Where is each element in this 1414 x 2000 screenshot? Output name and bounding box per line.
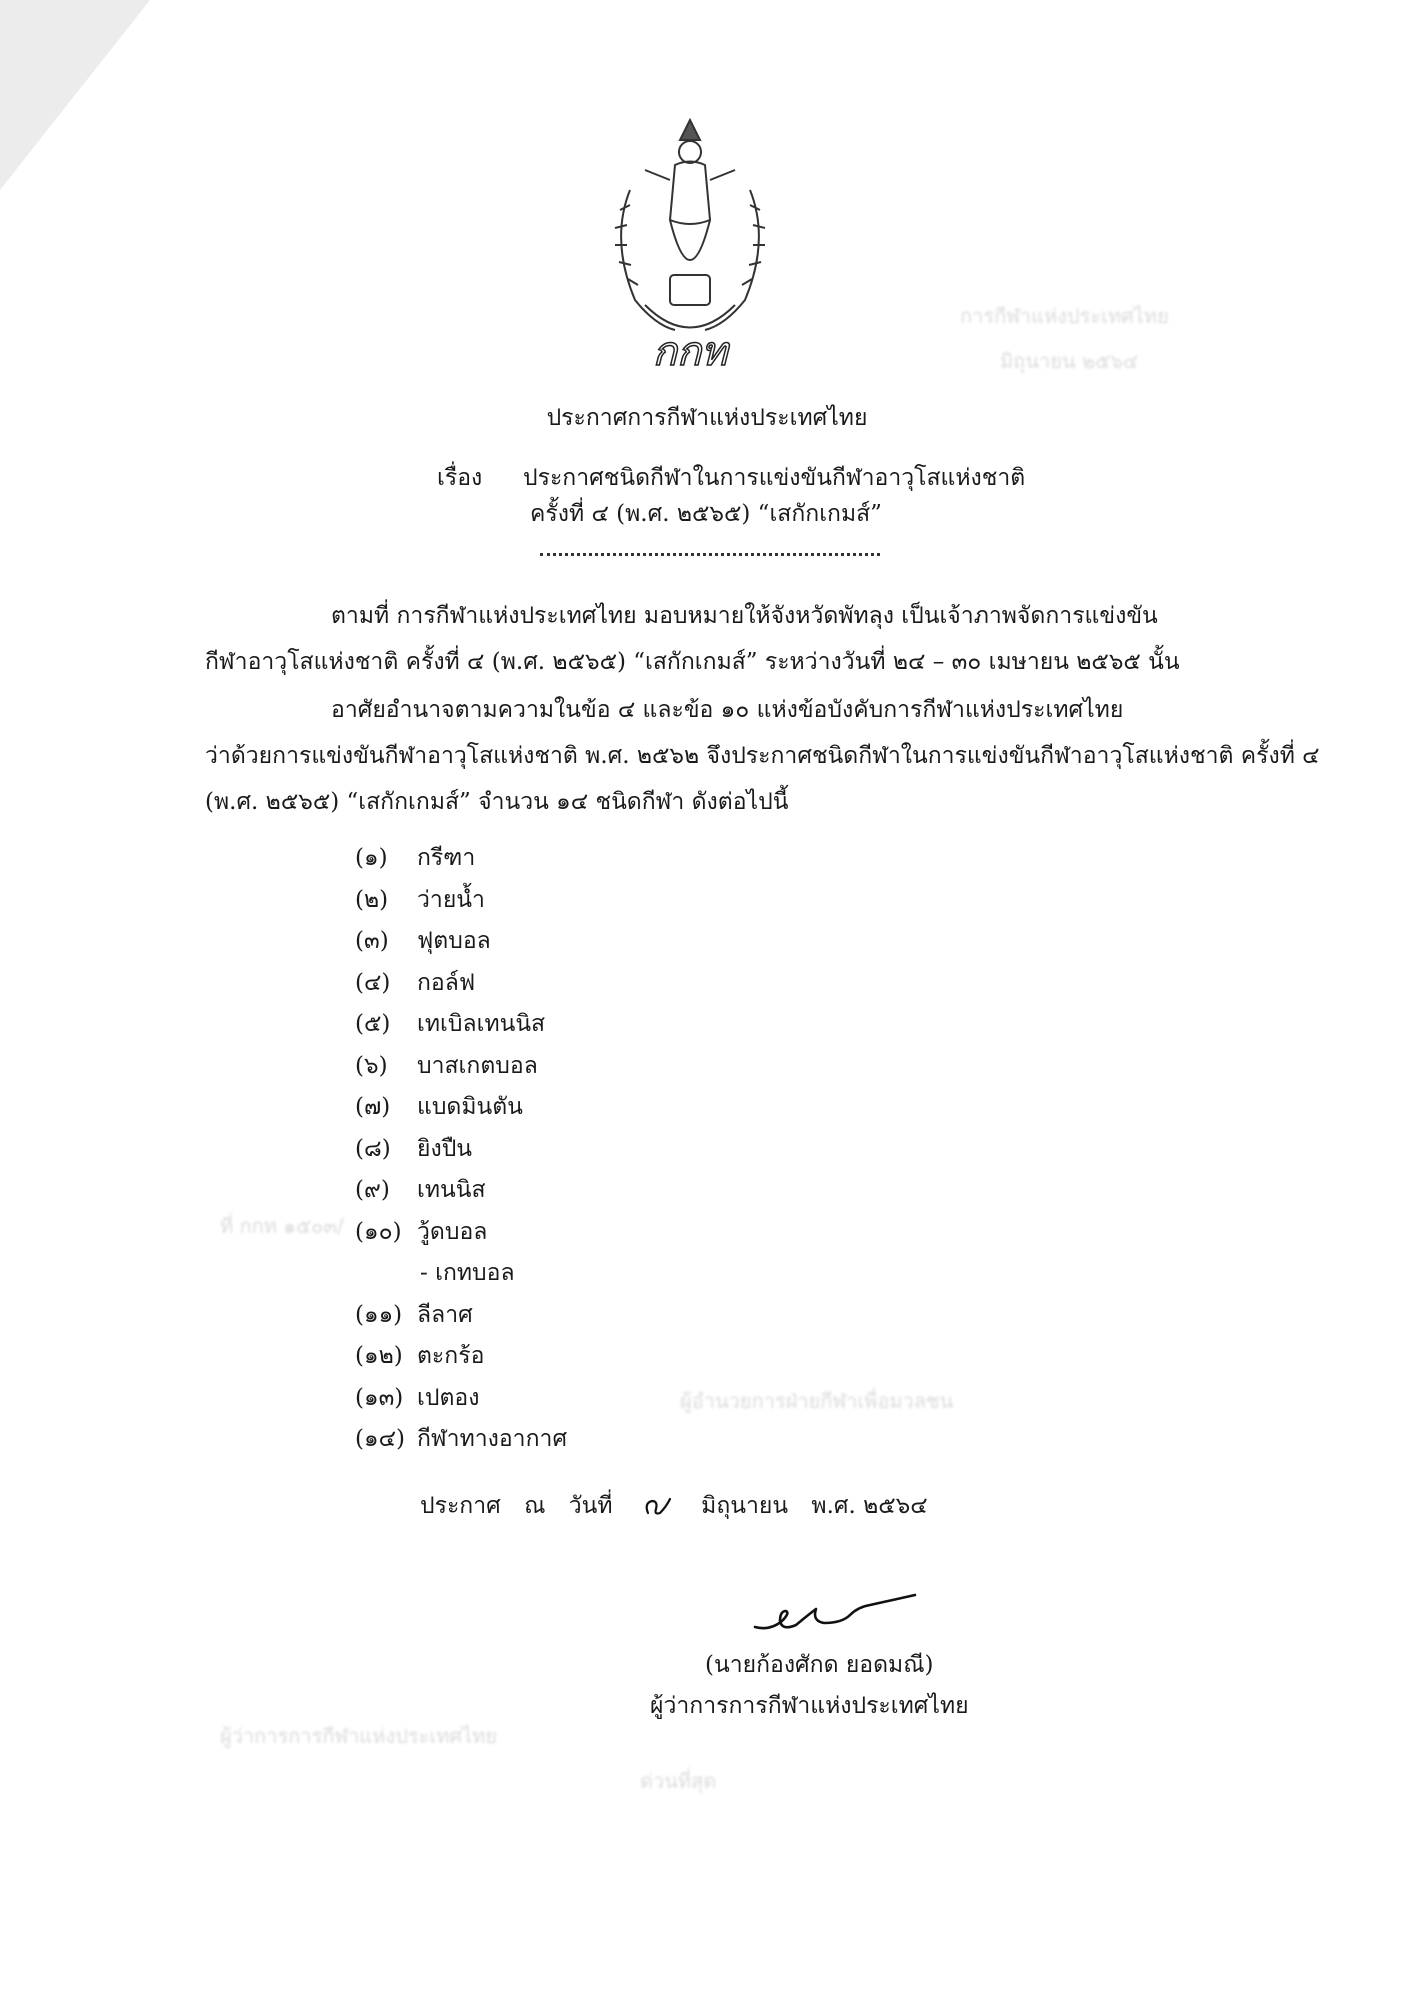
dotted-divider	[540, 553, 880, 556]
show-through-text: การกีฬาแห่งประเทศไทย	[960, 304, 1169, 328]
svg-text:๙: ๙	[635, 1495, 637, 1496]
emblem-logo-text: กกท	[652, 329, 728, 370]
paper-fold-shadow	[0, 0, 150, 190]
paragraph-1-line-2: กีฬาอาวุโสแห่งชาติ ครั้งที่ ๔ (พ.ศ. ๒๕๖๕) “เสกักเกมส์” ระหว่างวันที่ ๒๔ – ๓๐ เมษายน ๒๕๖๕ นั้น	[205, 649, 1180, 675]
announced-word: ประกาศ	[420, 1493, 501, 1519]
announcement-heading: ประกาศการกีฬาแห่งประเทศไทย	[546, 405, 868, 431]
list-item: (๑) กรีฑา	[355, 845, 476, 871]
subject-line-2: ครั้งที่ ๔ (พ.ศ. ๒๕๖๕) “เสกักเกมส์”	[530, 501, 882, 527]
paragraph-1-line-1: ตามที่ การกีฬาแห่งประเทศไทย มอบหมายให้จังหวัดพัทลุง เป็นเจ้าภาพจัดการแข่งขัน	[331, 603, 1158, 629]
list-item: (๑๓) เปตอง	[355, 1384, 480, 1411]
paragraph-2-line-3: (พ.ศ. ๒๕๖๕) “เสกักเกมส์” จำนวน ๑๔ ชนิดกีฬา ดังต่อไปนี้	[205, 789, 789, 815]
month-word: มิถุนายน	[701, 1493, 789, 1519]
list-item: (๔) กอล์ฟ	[355, 969, 476, 996]
paragraph-2	[205, 687, 1320, 825]
list-item: (๖) บาสเกตบอล	[355, 1052, 538, 1079]
subject-label: เรื่อง	[437, 465, 483, 491]
show-through-text: ที่ กกท ๑๕๐๓/	[220, 1214, 344, 1238]
signer-position: ผู้ว่าการการกีฬาแห่งประเทศไทย	[650, 1693, 969, 1719]
show-through-text: ด่วนที่สุด	[640, 1769, 717, 1793]
list-sub-item: - เกทบอล	[420, 1260, 515, 1286]
handwritten-day-icon	[636, 1495, 694, 1519]
list-item: (๙) เทนนิส	[355, 1177, 486, 1203]
list-item: (๑๔) กีฬาทางอากาศ	[355, 1426, 568, 1452]
show-through-text: ผู้อำนวยการฝ่ายกีฬาเพื่อมวลชน	[680, 1389, 954, 1413]
signer-name: (นายก้องศักด ยอดมณี)	[705, 1652, 934, 1678]
sports-list	[355, 840, 567, 1463]
subject-line-1: ประกาศชนิดกีฬาในการแข่งขันกีฬาอาวุโสแห่งชาติ	[523, 465, 1026, 491]
at-word: ณ	[524, 1493, 546, 1519]
signature-icon	[750, 1585, 920, 1645]
show-through-text: มิถุนายน ๒๕๖๔	[1000, 349, 1139, 373]
paragraph-1	[205, 593, 1235, 685]
list-item: (๒) ว่ายน้ำ	[355, 886, 485, 913]
list-item: (๘) ยิงปืน	[355, 1135, 473, 1162]
list-item: (๑๐) วู้ดบอล	[355, 1218, 488, 1245]
list-item: (๕) เทเบิลเทนนิส	[355, 1011, 546, 1037]
paragraph-2-line-2: ว่าด้วยการแข่งขันกีฬาอาวุโสแห่งชาติ พ.ศ. ๒๕๖๒ จึงประกาศชนิดกีฬาในการแข่งขันกีฬาอาวุโสแห่งชาติ ครั้งที่ ๔	[205, 743, 1320, 769]
list-item: (๗) แบดมินตัน	[355, 1094, 523, 1120]
date-word: วันที่	[568, 1493, 613, 1519]
list-item: (๑๑) ลีลาศ	[355, 1301, 473, 1328]
paragraph-2-line-1: อาศัยอำนาจตามความในข้อ ๔ และข้อ ๑๐ แห่งข้อบังคับการกีฬาแห่งประเทศไทย	[331, 697, 1124, 723]
sports-authority-emblem-icon	[575, 110, 805, 370]
list-item: (๑๒) ตะกร้อ	[355, 1343, 485, 1369]
list-item: (๓) ฟุตบอล	[355, 928, 491, 954]
year-word: พ.ศ. ๒๕๖๔	[811, 1493, 928, 1519]
announcement-date-line	[420, 1488, 944, 1524]
show-through-text: ผู้ว่าการการกีฬาแห่งประเทศไทย	[220, 1724, 498, 1748]
